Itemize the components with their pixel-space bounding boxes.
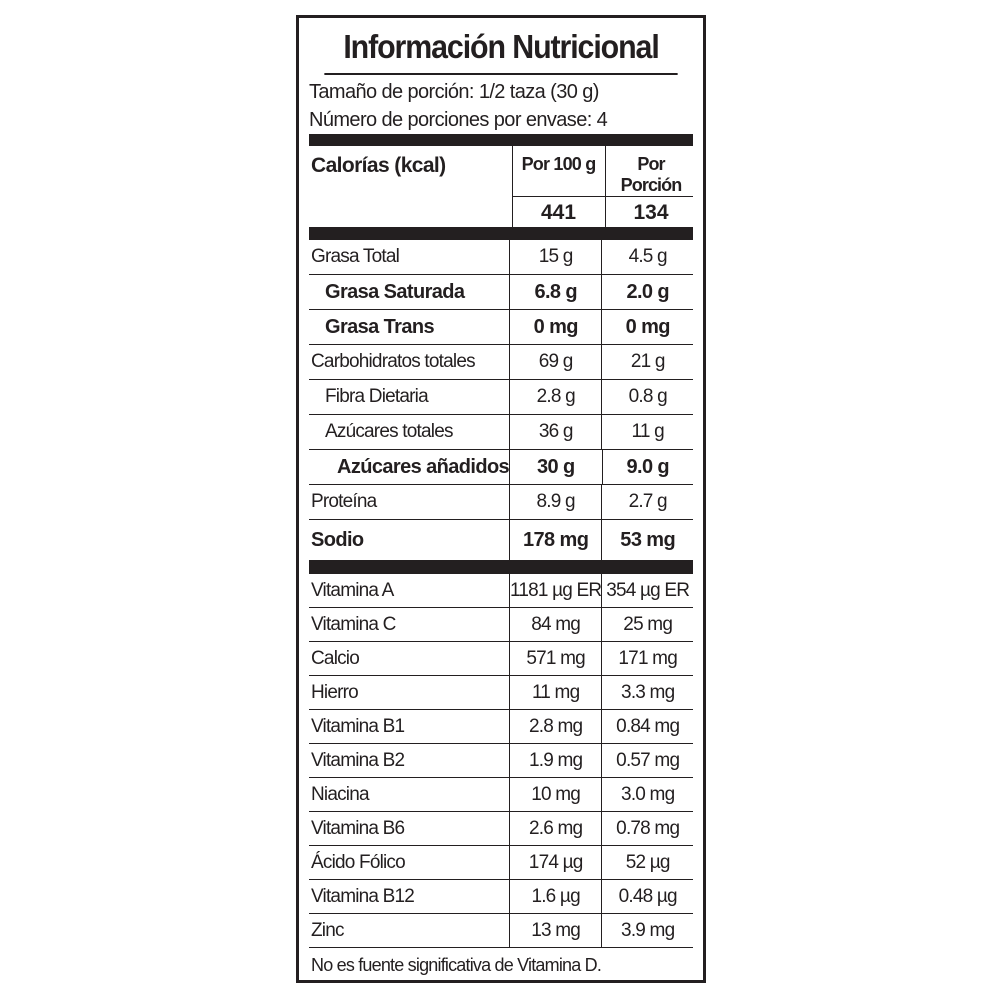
vitamin-name: Vitamina B6 [311,817,405,839]
vitamin-name: Vitamina B1 [311,715,405,737]
nutrient-name: Proteína [311,491,377,512]
nutrient-name: Fibra Dietaria [325,386,428,407]
vitamin-per-serving: 0.78 mg [601,812,693,845]
nutrient-per-100g: 8.9 g [509,485,602,519]
vitamin-per-100g: 11 mg [509,676,602,709]
vitamin-rows [309,574,693,947]
servings-per-container: Número de porciones por envase: 4 [309,109,608,131]
serving-info [309,75,693,134]
calories-label: Calorías (kcal) [311,154,446,177]
vitamin-per-100g: 1.9 mg [509,744,602,777]
col-header-per-serving: Por Porción [620,154,682,195]
vitamin-name: Vitamina B2 [311,749,405,771]
vitamin-name: Vitamina B12 [311,885,415,907]
vitamin-per-100g: 1181 µg ER [509,574,602,607]
vitamin-row [309,574,693,608]
label-title: Información Nutricional [324,18,677,75]
nutrient-row-proteina [309,485,693,520]
vitamin-per-serving: 0.48 µg [601,880,693,913]
vitamin-per-serving: 171 mg [601,642,693,675]
vitamin-per-serving: 354 µg ER [601,574,693,607]
vitamin-per-serving: 3.0 mg [601,778,693,811]
vitamin-row [309,880,693,914]
nutrient-per-100g: 36 g [509,415,602,449]
footnote: No es fuente significativa de Vitamina D. [309,947,693,982]
nutrient-row-grasa-total [309,240,693,275]
nutrient-row-sodio [309,520,693,560]
vitamin-row [309,846,693,880]
thick-divider [309,228,693,240]
nutrient-per-serving: 9.0 g [602,450,693,484]
nutrient-name: Sodio [311,528,364,551]
nutrient-row-grasa-trans [309,310,693,345]
vitamin-per-100g: 1.6 µg [509,880,602,913]
vitamin-row [309,608,693,642]
nutrition-facts-label [296,15,706,983]
vitamin-name: Vitamina C [311,613,396,635]
nutrient-per-100g: 30 g [509,450,601,484]
thick-divider [309,560,693,574]
vitamin-per-100g: 174 µg [509,846,602,879]
vitamin-per-100g: 2.6 mg [509,812,602,845]
vitamin-row [309,710,693,744]
nutrient-per-serving: 0 mg [601,310,693,344]
calories-per-serving: 134 [633,201,669,224]
vitamin-row [309,676,693,710]
nutrient-rows [309,240,693,560]
nutrient-name: Grasa Trans [325,315,435,338]
vitamin-per-serving: 3.9 mg [601,914,693,947]
vitamin-per-serving: 25 mg [601,608,693,641]
nutrient-row-grasa-saturada [309,275,693,310]
vitamin-per-100g: 84 mg [509,608,602,641]
nutrient-name: Carbohidratos totales [311,351,475,372]
vitamin-name: Hierro [311,681,358,703]
thick-divider [309,134,693,146]
col-header-per-100g: Por 100 g [521,154,596,174]
nutrient-per-100g: 178 mg [509,520,602,560]
nutrient-name: Azúcares totales [325,421,453,442]
vitamin-row [309,914,693,947]
serving-size: Tamaño de porción: 1/2 taza (30 g) [309,81,599,103]
vitamin-row [309,744,693,778]
vitamin-name: Calcio [311,647,359,669]
nutrient-per-100g: 0 mg [509,310,602,344]
nutrient-name: Grasa Saturada [325,280,465,303]
nutrient-per-serving: 53 mg [601,520,693,560]
vitamin-per-serving: 0.84 mg [601,710,693,743]
nutrient-per-serving: 0.8 g [601,380,693,414]
calories-per-100g: 441 [540,201,577,224]
nutrient-per-serving: 2.0 g [601,275,693,309]
calories-header [309,146,693,228]
nutrient-per-100g: 15 g [509,240,602,274]
vitamin-name: Zinc [311,919,344,941]
nutrient-per-serving: 21 g [601,345,693,379]
vitamin-per-100g: 571 mg [509,642,602,675]
header-separator [512,196,693,197]
vitamin-per-100g: 2.8 mg [509,710,602,743]
vitamin-per-100g: 10 mg [509,778,602,811]
nutrient-row-fibra [309,380,693,415]
vitamin-per-serving: 52 µg [601,846,693,879]
nutrient-name: Azúcares añadidos [337,455,510,478]
nutrient-row-carbohidratos [309,345,693,380]
nutrient-per-serving: 4.5 g [601,240,693,274]
vitamin-row [309,812,693,846]
nutrient-row-azucares-totales [309,415,693,450]
nutrition-facts-inner [309,18,693,980]
vitamin-row [309,778,693,812]
vitamin-name: Vitamina A [311,579,394,601]
vitamin-per-100g: 13 mg [509,914,602,947]
vitamin-name: Niacina [311,783,369,805]
nutrient-per-100g: 2.8 g [509,380,602,414]
vitamin-name: Ácido Fólico [311,851,405,873]
nutrient-row-azucares-anadidos [309,450,693,485]
nutrient-per-100g: 69 g [509,345,602,379]
vitamin-per-serving: 3.3 mg [601,676,693,709]
vitamin-per-serving: 0.57 mg [601,744,693,777]
nutrient-per-serving: 11 g [601,415,693,449]
nutrient-name: Grasa Total [311,246,400,267]
nutrient-per-serving: 2.7 g [601,485,693,519]
nutrient-per-100g: 6.8 g [509,275,602,309]
vitamin-row [309,642,693,676]
